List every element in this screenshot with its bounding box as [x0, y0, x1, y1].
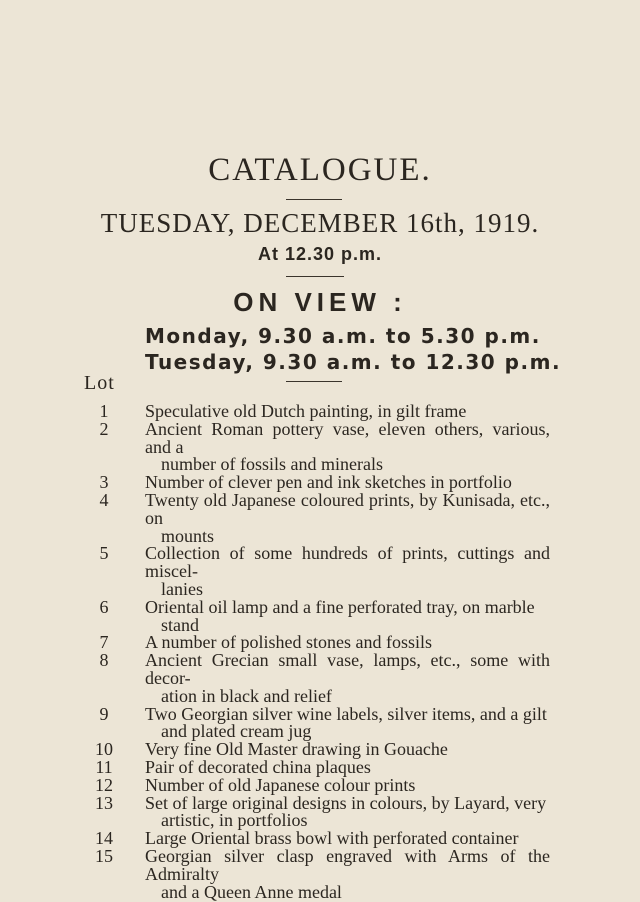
- lot-column-heading: Lot: [84, 372, 115, 394]
- lot-description: Ancient Grecian small vase, lamps, etc., some with decor- ation in black and relief: [145, 650, 550, 706]
- lot-number: 8: [99, 650, 109, 671]
- lot-number: 4: [99, 489, 109, 510]
- lot-description: Ancient Roman pottery vase, eleven others, various, and a number of fossils and minerals: [145, 418, 550, 475]
- lot-number: 13: [95, 792, 113, 813]
- lot-number: 7: [99, 632, 109, 653]
- lot-number: 11: [95, 756, 113, 777]
- sale-date: TUESDAY, DECEMBER 16th, 1919.: [100, 208, 540, 238]
- lot-number: 3: [99, 472, 109, 493]
- lot-number: 10: [95, 739, 113, 760]
- lot-number: 12: [95, 774, 113, 795]
- lot-number: 14: [95, 828, 113, 849]
- lot-item: [0, 489, 640, 546]
- lot-item: [0, 792, 640, 831]
- lot-description: Speculative old Dutch painting, in gilt frame: [145, 401, 467, 421]
- lot-description: A number of polished stones and fossils: [145, 632, 432, 653]
- divider: [286, 199, 342, 200]
- lot-description: Set of large original designs in colours, by Layard, very artistic, in portfolios: [145, 792, 547, 831]
- lot-item: [0, 703, 640, 742]
- view-time-monday: Monday, 9.30 a.m. to 5.30 p.m.: [145, 324, 541, 348]
- lot-description: Georgian silver clasp engraved with Arms of the Admiralty and a Queen Anne medal: [145, 845, 550, 902]
- lot-number: 15: [95, 845, 113, 866]
- on-view-heading: ON VIEW :: [233, 287, 407, 317]
- lot-description: Oriental oil lamp and a fine perforated tray, on marble stand: [145, 596, 535, 635]
- lot-description: Collection of some hundreds of prints, cuttings and miscel- lanies: [145, 543, 550, 599]
- view-time-tuesday: Tuesday, 9.30 a.m. to 12.30 p.m.: [145, 350, 562, 374]
- lot-number: 9: [99, 703, 109, 724]
- lot-number: 1: [99, 401, 109, 421]
- divider: [286, 381, 342, 382]
- lot-description: Number of old Japanese colour prints: [145, 774, 416, 795]
- catalogue-title: CATALOGUE.: [208, 152, 432, 188]
- lot-list: [0, 403, 640, 901]
- lot-description: Pair of decorated china plaques: [145, 756, 371, 777]
- lot-number: 6: [99, 596, 109, 617]
- lot-number: 2: [99, 418, 109, 439]
- lot-description: Twenty old Japanese coloured prints, by Kunisada, etc., on mounts: [145, 489, 550, 546]
- lot-item: [0, 418, 640, 475]
- lot-number: 5: [99, 543, 109, 564]
- lot-description: Very fine Old Master drawing in Gouache: [145, 739, 448, 760]
- lot-description: Large Oriental brass bowl with perforated container: [145, 828, 519, 849]
- lot-item: [0, 596, 640, 635]
- lot-description: Number of clever pen and ink sketches in portfolio: [145, 472, 512, 493]
- lot-item: [0, 545, 640, 598]
- sale-time: At 12.30 p.m.: [257, 244, 383, 264]
- lot-item: [0, 652, 640, 705]
- lot-item: [0, 845, 640, 902]
- divider: [286, 276, 344, 277]
- lot-description: Two Georgian silver wine labels, silver items, and a gilt and plated cream jug: [145, 703, 547, 742]
